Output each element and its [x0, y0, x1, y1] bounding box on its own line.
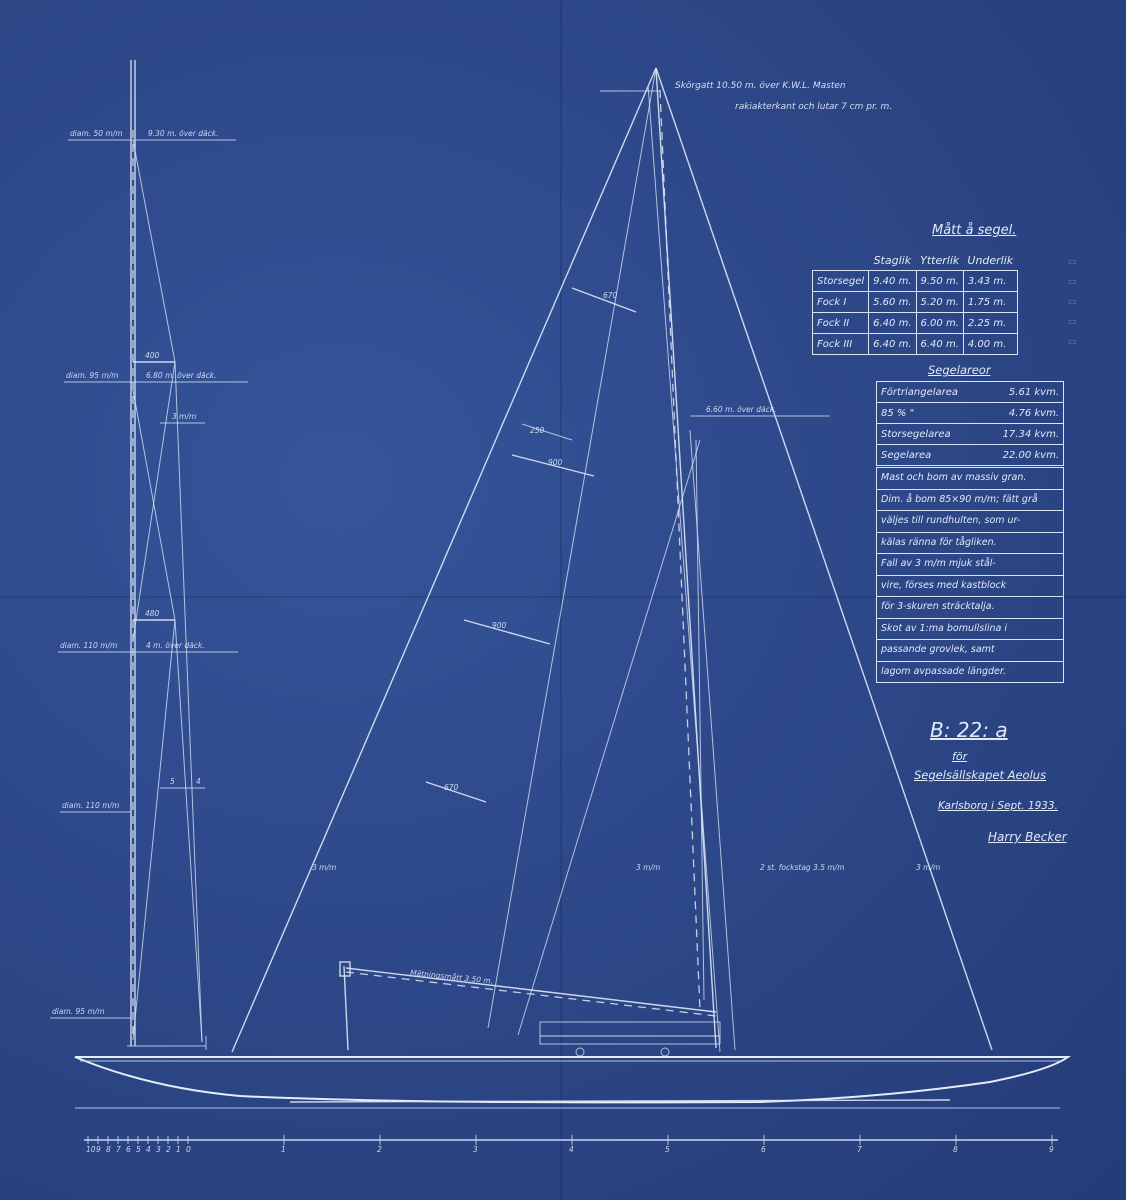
forestay-height-label: 6.60 m. över däck.	[706, 405, 777, 414]
note-line: Mast och bom av massiv gran.	[877, 468, 1063, 490]
note-line: Fall av 3 m/m mjuk stål-	[877, 554, 1063, 576]
forestays-note: 2 st. fockstag 3.5 m/m	[760, 863, 845, 872]
area-label: Segelarea	[881, 449, 932, 461]
area-value: 22.00 kvm.	[1002, 449, 1059, 461]
pencil-mark: ▭	[1068, 277, 1077, 287]
scale-fine-label: 3	[156, 1145, 161, 1154]
hull	[75, 1057, 1068, 1108]
wire-dim-mast: 3 m/m	[172, 412, 197, 421]
scale-fine-label: 9	[96, 1145, 101, 1154]
notes-box	[876, 467, 1064, 683]
note-line: för 3-skuren sträcktalja.	[877, 597, 1063, 619]
cell: 5.20 m.	[916, 292, 963, 313]
area-value: 5.61 kvm.	[1008, 386, 1059, 398]
mainsail-leech	[648, 85, 720, 1052]
drawing-for: för	[952, 750, 968, 763]
dim-250: 250	[530, 426, 545, 435]
mast-diam-label-4: diam. 110 m/m	[62, 801, 120, 810]
pencil-mark: ▭	[1068, 317, 1077, 327]
row-name: Fock II	[813, 313, 869, 334]
cell: 5.60 m.	[869, 292, 916, 313]
col-staglik: Staglik	[869, 250, 916, 271]
row-name: Fock I	[813, 292, 869, 313]
mast-height-label-2: 6.80 m. över däck.	[146, 371, 217, 380]
pencil-mark: ▭	[1068, 337, 1077, 347]
note-line: passande grovlek, samt	[877, 640, 1063, 662]
note-line: Dim. å bom 85×90 m/m; fätt grå	[877, 490, 1063, 512]
cell: 2.25 m.	[963, 313, 1017, 334]
area-label: 85 % "	[881, 407, 915, 419]
cell: 6.40 m.	[916, 334, 963, 355]
drawing-client: Segelsällskapet Aeolus	[914, 768, 1047, 782]
cell: 9.40 m.	[869, 271, 916, 292]
mast-diam-label-1: diam. 50 m/m	[70, 129, 123, 138]
boom-top	[346, 968, 716, 1012]
scale-major-label: 4	[569, 1145, 574, 1154]
list-item	[877, 382, 1063, 403]
table-row	[813, 313, 1018, 334]
note-line: väljes till rundhulten, som ur-	[877, 511, 1063, 533]
inner-stay-2	[696, 440, 704, 1000]
area-label: Storsegelarea	[881, 428, 951, 440]
porthole-1	[576, 1048, 584, 1056]
hull-outline	[75, 1057, 1068, 1102]
mast-diam-label-2: diam. 95 m/m	[66, 371, 119, 380]
scale-fine-label: 2	[166, 1145, 171, 1154]
shroud-cross-2	[133, 620, 175, 1040]
areas-title: Segelareor	[928, 363, 991, 377]
cell: 6.00 m.	[916, 313, 963, 334]
scale-major-label: 1	[281, 1145, 286, 1154]
scale-fine-label: 10	[86, 1145, 96, 1154]
jib-leech	[518, 440, 700, 1035]
cell: 6.40 m.	[869, 334, 916, 355]
area-label: Förtriangelarea	[881, 386, 959, 398]
pencil-mark: ▭	[1068, 297, 1077, 307]
batten-4-dim: 670	[444, 783, 459, 792]
cabin-side	[540, 1036, 720, 1044]
cell: 6.40 m.	[869, 313, 916, 334]
cell: 9.50 m.	[916, 271, 963, 292]
scale-fine-label: 7	[116, 1145, 121, 1154]
table-row	[813, 271, 1018, 292]
col-ytterlik: Ytterlik	[916, 250, 963, 271]
shroud-upper	[133, 140, 175, 362]
porthole-2	[661, 1048, 669, 1056]
cell: 4.00 m.	[963, 334, 1017, 355]
drawing-signature: Harry Becker	[988, 830, 1067, 844]
scale-major-label: 5	[665, 1145, 670, 1154]
sail-dimensions-table	[812, 250, 1018, 355]
note-line: kälas ränna för tågliken.	[877, 533, 1063, 555]
area-value: 17.34 kvm.	[1002, 428, 1059, 440]
list-item	[877, 403, 1063, 424]
row-name: Storsegel	[813, 271, 869, 292]
shroud-lower	[175, 362, 202, 1042]
drawing-place-date: Karlsborg i Sept. 1933.	[938, 800, 1058, 812]
boom-bottom	[346, 972, 716, 1016]
shroud-number-4: 4	[196, 777, 201, 786]
wire-dim-right: 3 m/m	[916, 863, 941, 872]
forestay-outer	[232, 68, 656, 1052]
cabin-roof	[540, 1022, 720, 1036]
cell: 3.43 m.	[963, 271, 1017, 292]
scale-major-label: 2	[377, 1145, 382, 1154]
wire-dim-center: 3 m/m	[636, 863, 661, 872]
boom-measure-label: Mätningsmått 3.50 m.	[409, 968, 494, 986]
scale-fine-label: 6	[126, 1145, 131, 1154]
scale-fine-label: 5	[136, 1145, 141, 1154]
top-note-line-1: Skörgatt 10.50 m. över K.W.L. Masten	[675, 81, 846, 91]
scale-fine-label: 8	[106, 1145, 111, 1154]
batten-2-dim: 900	[548, 458, 563, 467]
table-row	[813, 334, 1018, 355]
spreader-top-dim: 400	[145, 351, 160, 360]
mast-height-label-3: 4 m. över däck.	[146, 641, 205, 650]
scale-major-label: 8	[953, 1145, 958, 1154]
scale-major-label: 6	[761, 1145, 766, 1154]
scale-fine-label: 0	[186, 1145, 191, 1154]
shroud-number-5: 5	[170, 777, 175, 786]
cell: 1.75 m.	[963, 292, 1017, 313]
mast-elevation	[50, 60, 248, 1050]
table-row	[813, 292, 1018, 313]
mast-diam-label-3: diam. 110 m/m	[60, 641, 118, 650]
mast-diam-label-5: diam. 95 m/m	[52, 1007, 105, 1016]
scale-fine-label: 1	[176, 1145, 181, 1154]
areas-box	[876, 381, 1064, 466]
shroud-mid	[133, 390, 175, 620]
note-line: vire, förses med kastblock	[877, 576, 1063, 598]
list-item	[877, 424, 1063, 445]
area-value: 4.76 kvm.	[1008, 407, 1059, 419]
shroud-mid-lower	[175, 620, 202, 1042]
col-underlik: Underlik	[963, 250, 1017, 271]
batten-3	[464, 620, 550, 644]
batten-1-dim: 670	[603, 291, 618, 300]
jib-luff	[488, 68, 656, 1028]
drawing-code: B: 22: a	[930, 718, 1008, 742]
boom-gallows	[344, 966, 348, 1050]
list-item	[877, 445, 1063, 465]
mast-height-label-1: 9.30 m. över däck.	[148, 129, 219, 138]
scale-major-label: 3	[473, 1145, 478, 1154]
shroud-cross-1	[133, 362, 175, 640]
note-line: Skot av 1:ma bomullslina i	[877, 619, 1063, 641]
scale-bar	[84, 1135, 1058, 1154]
scale-fine-label: 4	[146, 1145, 151, 1154]
scale-major-label: 7	[857, 1145, 862, 1154]
top-note-line-2: rakiakterkant och lutar 7 cm pr. m.	[735, 102, 893, 112]
pencil-mark: ▭	[1068, 257, 1077, 267]
sail-table-header	[813, 250, 1018, 271]
sail-table-title: Mått å segel.	[932, 223, 1017, 238]
spreader-mid-dim: 480	[145, 609, 160, 618]
batten-3-dim: 900	[492, 621, 507, 630]
note-line: lagom avpassade längder.	[881, 665, 1006, 677]
wire-dim-left: 3 m/m	[312, 863, 337, 872]
scale-major-label: 9	[1049, 1145, 1054, 1154]
row-name: Fock III	[813, 334, 869, 355]
